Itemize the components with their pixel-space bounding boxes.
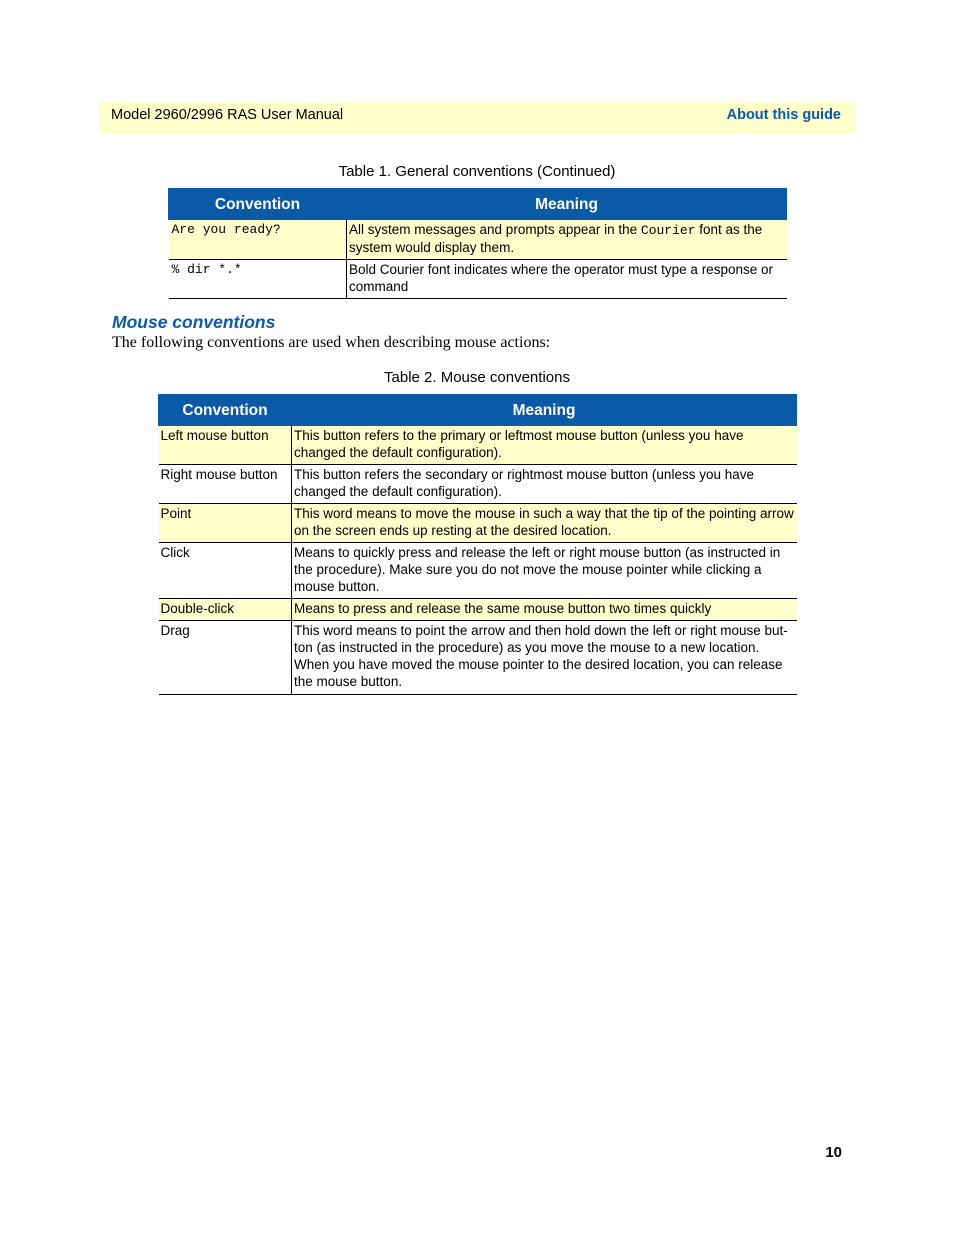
table-row (159, 621, 797, 695)
column-header-meaning: Meaning (347, 189, 787, 220)
convention-cell: % dir *.* (169, 260, 347, 299)
meaning-cell: This word means to point the arrow and then hold down the left or right mouse but-ton (as instructed in the procedure) as you move the mouse to a new location. When you have moved the mouse pointer to the desired location, you can release the mouse button. (292, 621, 797, 695)
table-header-row (169, 189, 787, 220)
convention-cell: Right mouse button (159, 465, 292, 504)
column-header-meaning: Meaning (292, 395, 797, 426)
meaning-cell: Means to press and release the same mouse button two times quickly (292, 599, 797, 621)
running-header (99, 102, 855, 133)
section-intro: The following conventions are used when describing mouse actions: (112, 334, 551, 351)
table2-caption: Table 2. Mouse conventions (384, 369, 570, 386)
convention-cell: Left mouse button (159, 426, 292, 465)
convention-cell: Point (159, 504, 292, 543)
manual-title: Model 2960/2996 RAS User Manual (111, 107, 344, 123)
convention-cell: Double-click (159, 599, 292, 621)
chapter-title: About this guide (726, 107, 841, 123)
meaning-cell: Means to quickly press and release the left or right mouse button (as instructed in the procedure). Make sure you do not move the mouse pointer while clicking a mouse button. (292, 543, 797, 599)
table-row (169, 220, 787, 260)
convention-cell: Are you ready? (169, 220, 347, 260)
table-header-row (159, 395, 797, 426)
table-row (159, 426, 797, 465)
table-row (159, 543, 797, 599)
column-header-convention: Convention (169, 189, 347, 220)
convention-cell: Drag (159, 621, 292, 695)
table1-caption: Table 1. General conventions (Continued) (338, 163, 616, 180)
meaning-cell: Bold Courier font indicates where the operator must type a response or command (347, 260, 787, 299)
meaning-cell: This word means to move the mouse in such a way that the tip of the pointing arrow on the screen ends up resting at the desired location. (292, 504, 797, 543)
meaning-cell (347, 220, 787, 260)
meaning-text: font as the system would display them. (349, 222, 763, 255)
meaning-text: All system messages and prompts appear in the (349, 222, 641, 237)
convention-cell: Click (159, 543, 292, 599)
table-row (169, 260, 787, 299)
page-number: 10 (825, 1144, 842, 1161)
table-row (159, 504, 797, 543)
courier-sample: Courier (640, 223, 696, 238)
general-conventions-table (168, 188, 787, 299)
mouse-conventions-table (158, 394, 797, 695)
meaning-cell: This button refers to the primary or leftmost mouse button (unless you have changed the default configuration). (292, 426, 797, 465)
column-header-convention: Convention (159, 395, 292, 426)
table-row (159, 465, 797, 504)
table-row (159, 599, 797, 621)
meaning-cell: This button refers the secondary or rightmost mouse button (unless you have changed the default configuration). (292, 465, 797, 504)
section-heading: Mouse conventions (112, 312, 276, 332)
